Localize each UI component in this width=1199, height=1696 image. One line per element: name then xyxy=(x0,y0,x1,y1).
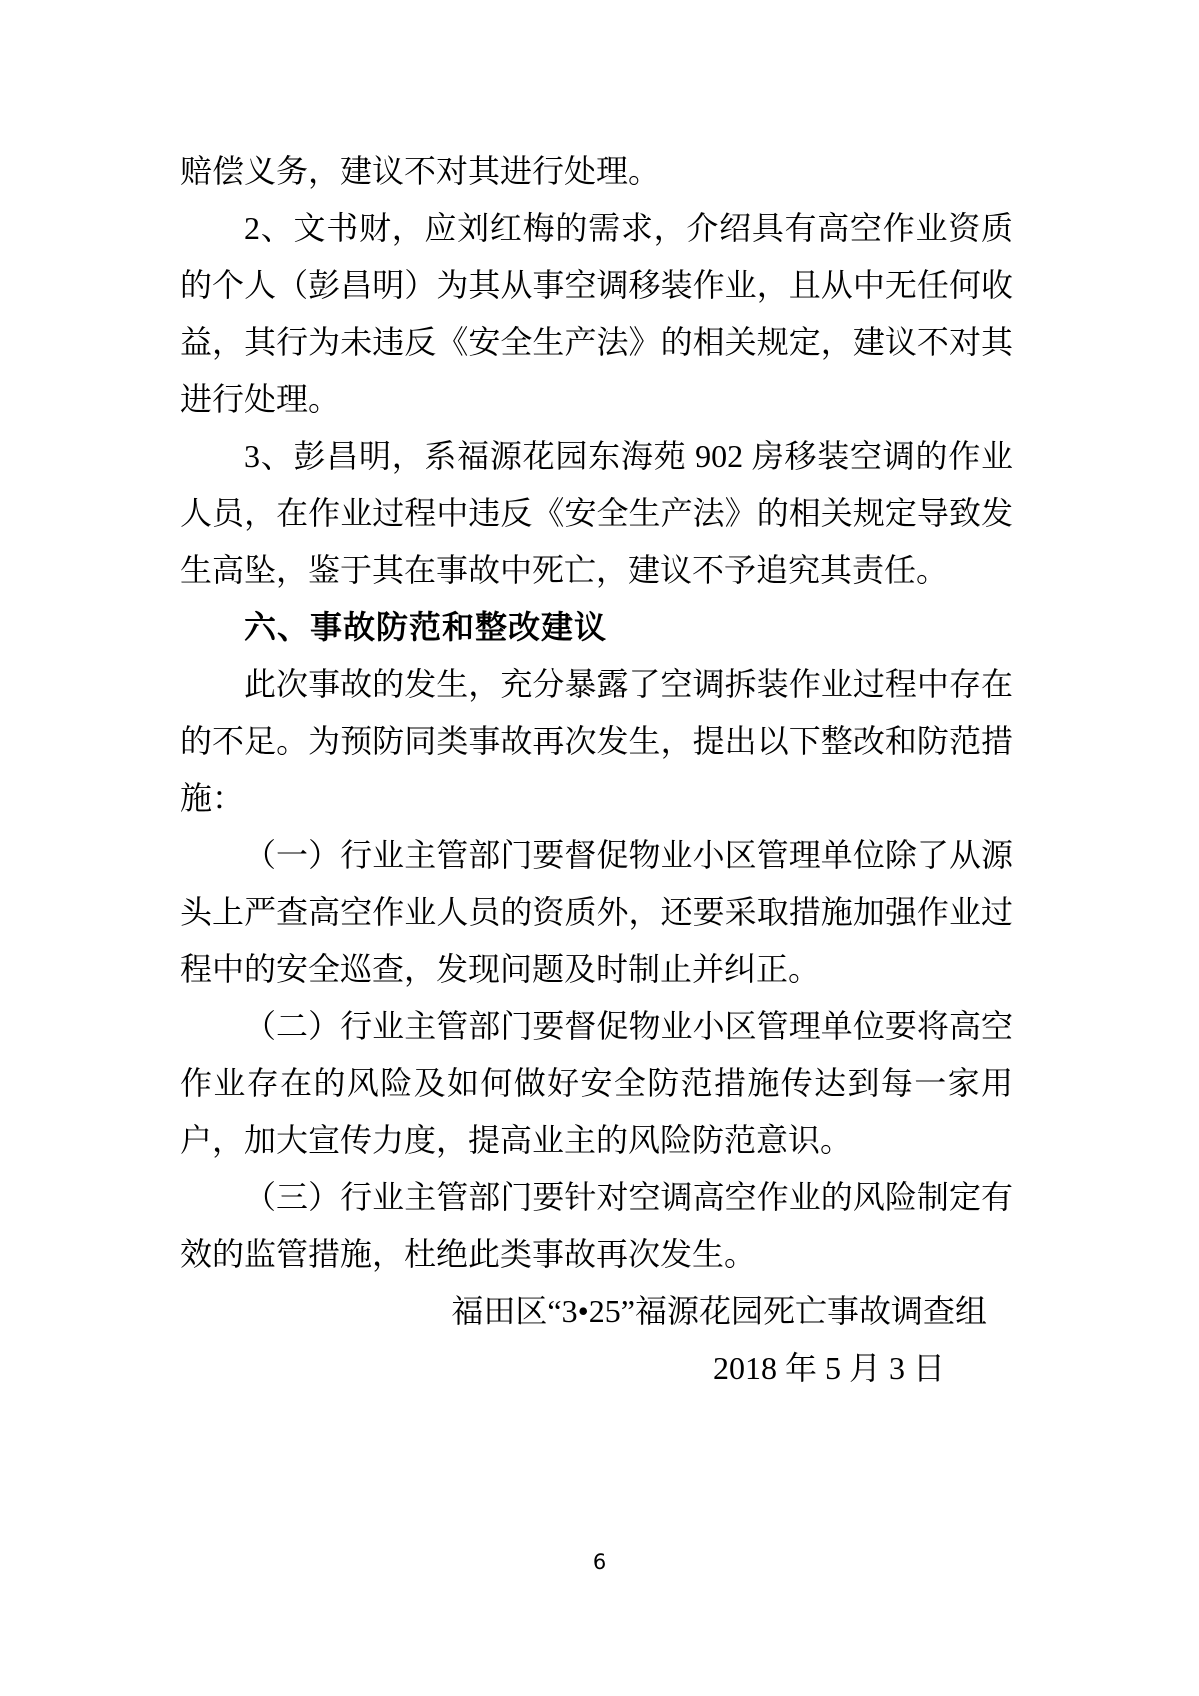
paragraph-measure-3: （三）行业主管部门要针对空调高空作业的风险制定有效的监管措施，杜绝此类事故再次发生。 xyxy=(180,1179,1013,1272)
paragraph-measure-2: （二）行业主管部门要督促物业小区管理单位要将高空作业存在的风险及如何做好安全防范措施传达到每一家用户，加大宣传力度，提高业主的风险防范意识。 xyxy=(180,1008,1013,1158)
paragraph-item-3: 3、彭昌明，系福源花园东海苑 902 房移装空调的作业人员，在作业过程中违反《安全生产法》的相关规定导致发生高坠，鉴于其在事故中死亡，建议不予追究其责任。 xyxy=(180,438,1013,588)
paragraph-continuation: 赔偿义务，建议不对其进行处理。 xyxy=(180,153,661,189)
paragraph-measure-1: （一）行业主管部门要督促物业小区管理单位除了从源头上严查高空作业人员的资质外，还要采取措施加强作业过程中的安全巡查，发现问题及时制止并纠正。 xyxy=(180,837,1013,987)
section-heading-six: 六、事故防范和整改建议 xyxy=(244,609,608,645)
signature-organization: 福田区“3•25”福源花园死亡事故调查组 xyxy=(451,1293,987,1329)
page-number: 6 xyxy=(592,1550,607,1574)
paragraph-intro: 此次事故的发生，充分暴露了空调拆装作业过程中存在的不足。为预防同类事故再次发生，提出以下整改和防范措施： xyxy=(180,666,1013,816)
document-body xyxy=(180,143,1013,1397)
paragraph-item-2: 2、文书财，应刘红梅的需求，介绍具有高空作业资质的个人（彭昌明）为其从事空调移装作业，且从中无任何收益，其行为未违反《安全生产法》的相关规定，建议不对其进行处理。 xyxy=(180,210,1013,417)
signature-date: 2018 年 5 月 3 日 xyxy=(712,1350,945,1386)
